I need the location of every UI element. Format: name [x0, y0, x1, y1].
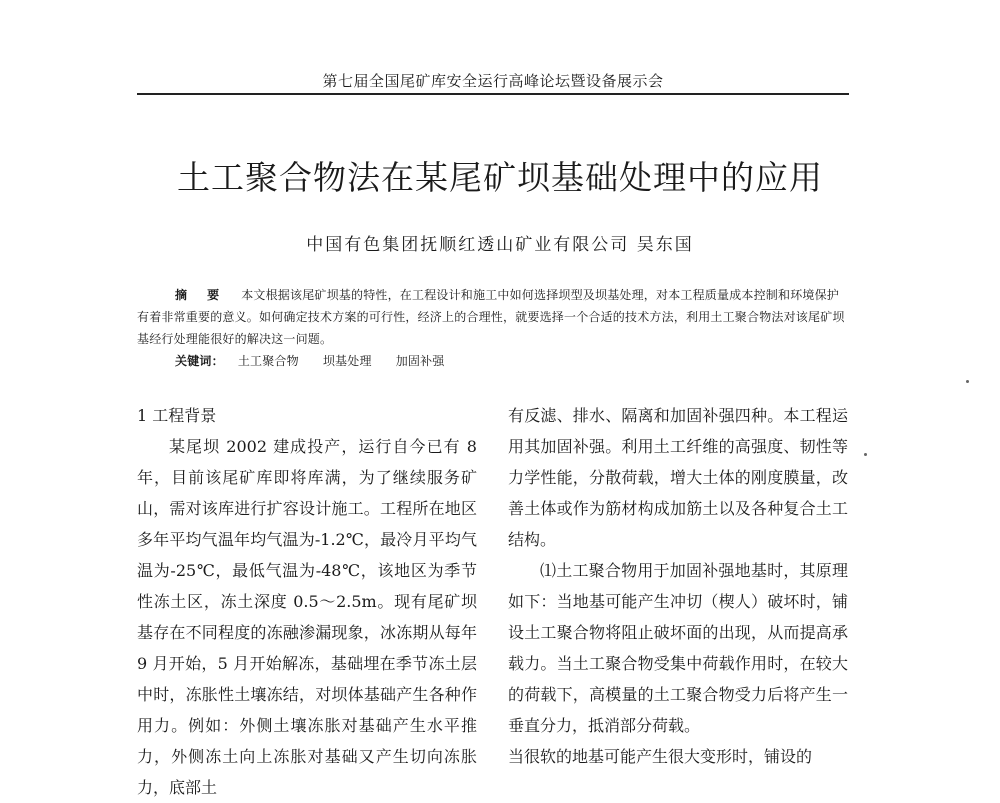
keyword: 加固补强 — [395, 354, 445, 368]
article-title: 土工聚合物法在某尾矿坝基础处理中的应用 — [177, 158, 823, 197]
abstract-paragraph — [137, 284, 849, 350]
section-heading: 1 工程背景 — [137, 406, 217, 425]
keyword: 土工聚合物 — [237, 354, 299, 368]
body-paragraph: 当很软的地基可能产生很大变形时，铺设的 — [508, 747, 813, 766]
body-paragraph: ⑴土工聚合物用于加固补强地基时，其原理如下：当地基可能产生冲切（楔人）破坏时，铺设土工聚合物将阻止破坏面的出现，从而提高承载力。当土工聚合物受集中荷载作用时，在较大的荷载下，高模量的土工聚合物受力后将产生一垂直分力，抵消部分荷载。 — [508, 561, 848, 735]
header-rule — [137, 93, 849, 95]
abstract-block — [137, 284, 849, 372]
right-column — [508, 400, 848, 772]
scan-speck — [966, 380, 969, 383]
body-paragraph: 有反滤、排水、隔离和加固补强四种。本工程运用其加固补强。利用土工纤维的高强度、韧性等力学性能，分散荷载，增大土体的刚度膜量，改善土体或作为筋材构成加筋土以及各种复合土工结构。 — [508, 406, 848, 549]
keywords-label: 关键词： — [175, 354, 224, 368]
author-affiliation: 中国有色集团抚顺红透山矿业有限公司 吴东国 — [306, 235, 694, 255]
scan-speck — [864, 453, 867, 456]
left-column — [137, 400, 477, 803]
keyword: 坝基处理 — [322, 354, 372, 368]
body-paragraph: 某尾坝 2002 建成投产，运行自今已有 8 年，目前该尾矿库即将库满，为了继续服务矿山，需对该库进行扩容设计施工。工程所在地区多年平均气温年均气温为-1.2℃，最冷月平均气温为-25℃，最低气温为-48℃，该地区为季节性冻土区，冻土深度 0.5～2.5m。现有尾矿坝基存在不同程度的冻融渗漏现象，冰冻期从每年 9 月开始，5 月开始解冻，基础埋在季节冻土层中时，冻胀性土壤冻结，对坝体基础产生各种作用力。例如：外侧土壤冻胀对基础产生水平推力，外侧冻土向上冻胀对基础又产生切向冻胀力，底部土 — [137, 437, 477, 797]
running-header: 第七届全国尾矿库安全运行高峰论坛暨设备展示会 — [322, 72, 664, 90]
keywords-line — [137, 350, 849, 372]
abstract-label: 摘 要 — [175, 288, 228, 302]
abstract-text: 本文根据该尾矿坝基的特性，在工程设计和施工中如何选择坝型及坝基处理，对本工程质量成本控制和环境保护有着非常重要的意义。如何确定技术方案的可行性，经济上的合理性，就要选择一个合适的技术方法，利用土工聚合物法对该尾矿坝基经行处理能很好的解决这一问题。 — [137, 288, 845, 346]
